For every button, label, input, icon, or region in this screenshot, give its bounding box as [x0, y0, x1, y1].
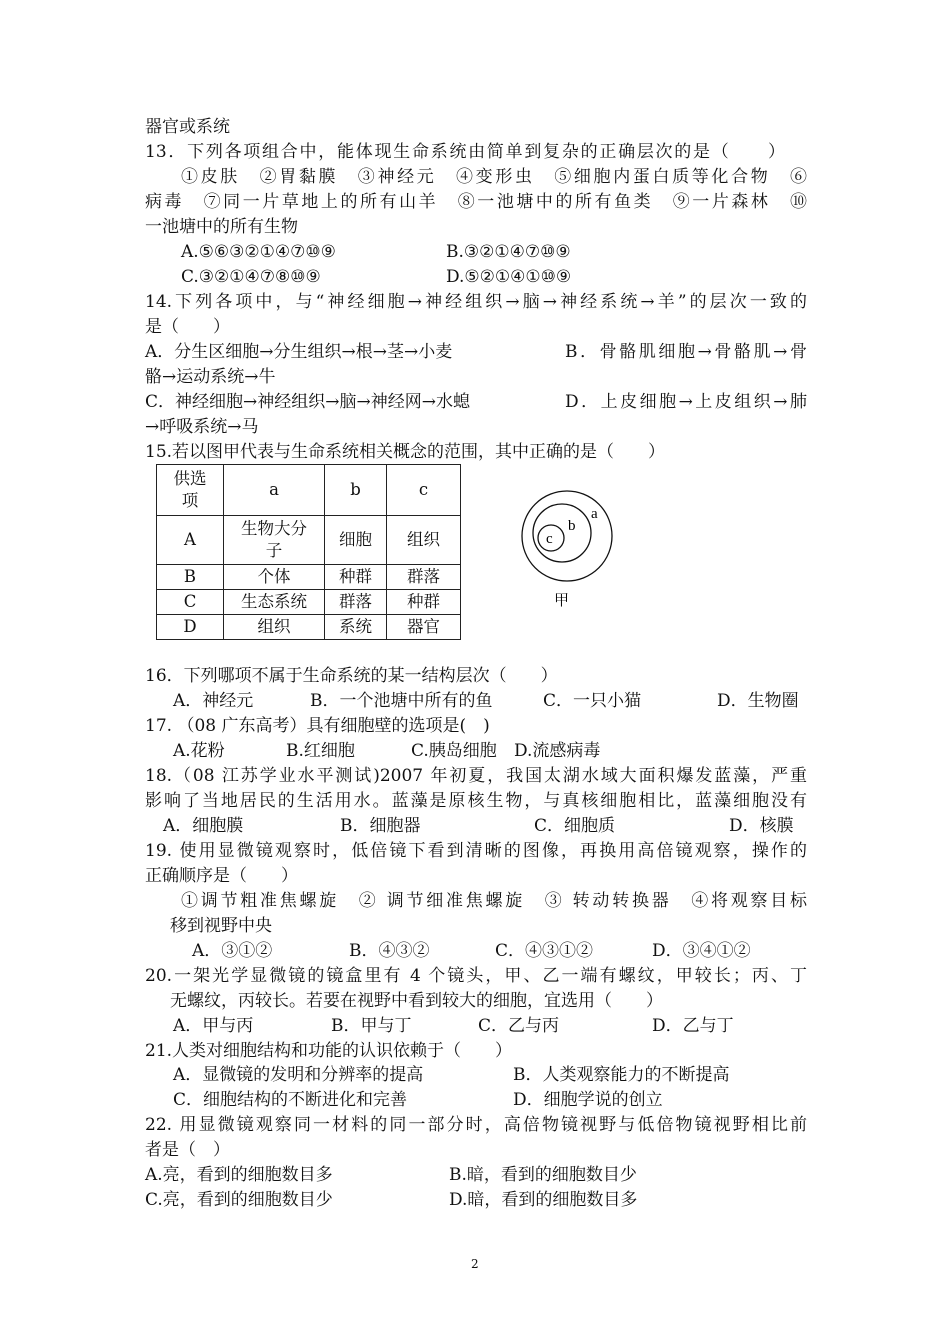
option-d: D．乙与丁: [652, 1016, 734, 1036]
option-b: B．④③②: [349, 941, 430, 961]
option-d: D．细胞学说的创立: [513, 1090, 663, 1110]
option-b: B．甲与丁: [331, 1016, 412, 1036]
option-a: A．分生区细胞→分生组织→根→茎→小麦: [145, 342, 453, 362]
label-b: b: [568, 518, 576, 534]
text-line: 移到视野中央: [170, 916, 272, 936]
table-cell: 种群: [387, 590, 461, 615]
question-16: 16．下列哪项不属于生命系统的某一结构层次（ ）: [145, 666, 558, 686]
page-number: 2: [471, 1257, 479, 1271]
option-a: A．甲与丙: [173, 1016, 254, 1036]
text-line: 正确顺序是（ ）: [145, 866, 298, 886]
option-a: A．细胞膜: [163, 816, 244, 836]
options-table: [156, 464, 461, 640]
text-line: →呼吸系统→马: [145, 417, 259, 437]
text-line: 者是（ ）: [145, 1140, 230, 1160]
table-header-cell: b: [325, 465, 387, 516]
table-cell: 细胞: [325, 516, 387, 565]
figure-caption: 甲: [554, 591, 570, 609]
option-b: B．细胞器: [340, 816, 421, 836]
question-21: 21.人类对细胞结构和功能的认识依赖于（ ）: [145, 1041, 513, 1061]
table-cell: A: [157, 516, 224, 565]
table-cell: 生态系统: [224, 590, 325, 615]
table-cell: 组织: [224, 615, 325, 640]
option-c: C．乙与丙: [478, 1016, 560, 1036]
circle-b: [533, 504, 591, 562]
question-18: 18.（08 江苏学业水平测试)2007 年初夏，我国太湖水域大面积爆发蓝藻，严重: [145, 766, 807, 786]
option-d: D．生物圈: [717, 691, 799, 711]
option-d: D.暗，看到的细胞数目多: [449, 1190, 638, 1210]
table-header-cell: 供选 项: [157, 465, 224, 516]
option-c: C.③②①④⑦⑧⑩⑨: [181, 267, 321, 287]
option-d: D．核膜: [729, 816, 794, 836]
option-c: C．细胞质: [534, 816, 616, 836]
table-cell: 群落: [325, 590, 387, 615]
question-22: 22. 用显微镜观察同一材料的同一部分时，高倍物镜视野与低倍物镜视野相比前: [145, 1115, 807, 1135]
option-c: C．细胞结构的不断进化和完善: [173, 1090, 408, 1110]
table-cell: 生物大分 子: [224, 516, 325, 565]
option-c: C．一只小猫: [543, 691, 642, 711]
table-row: [157, 615, 461, 640]
table-header-cell: c: [387, 465, 461, 516]
option-b: B.③②①④⑦⑩⑨: [446, 242, 571, 262]
option-a: A．显微镜的发明和分辨率的提高: [173, 1065, 424, 1085]
text-line: 无螺纹，丙较长。若要在视野中看到较大的细胞，宜选用（ ）: [170, 991, 663, 1011]
option-c: C．④③①②: [495, 941, 594, 961]
text-line: 骼→运动系统→牛: [145, 367, 276, 387]
label-c: c: [546, 531, 553, 547]
option-b: B.暗，看到的细胞数目少: [449, 1165, 637, 1185]
option-c: C．神经细胞→神经组织→脑→神经网→水螅: [145, 392, 470, 412]
table-cell: D: [157, 615, 224, 640]
text-line: 器官或系统: [145, 117, 230, 137]
option-d: D．③④①②: [652, 941, 751, 961]
option-a: A.花粉: [173, 741, 225, 761]
option-b: B.红细胞: [286, 741, 355, 761]
table-cell: B: [157, 565, 224, 590]
table-cell: 系统: [325, 615, 387, 640]
question-19: 19. 使用显微镜观察时，低倍镜下看到清晰的图像，再换用高倍镜观察，操作的: [145, 841, 807, 861]
text-line: 影响了当地居民的生活用水。蓝藻是原核生物，与真核细胞相比，蓝藻细胞没有: [145, 791, 807, 811]
text-line: 一池塘中的所有生物: [145, 217, 298, 237]
text-line: ①皮肤 ②胃黏膜 ③神经元 ④变形虫 ⑤细胞内蛋白质等化合物 ⑥: [181, 167, 807, 187]
option-d: D.流感病毒: [514, 741, 601, 761]
nested-circles-figure: [515, 488, 625, 613]
option-b: B．骨骼肌细胞→骨骼肌→骨: [565, 342, 807, 362]
table-cell: C: [157, 590, 224, 615]
table-cell: 个体: [224, 565, 325, 590]
text-line: ①调节粗准焦螺旋 ② 调节细准焦螺旋 ③ 转动转换器 ④将观察目标: [181, 891, 807, 911]
option-a: A.亮，看到的细胞数目多: [145, 1165, 333, 1185]
table-row: [157, 565, 461, 590]
table-row: [157, 516, 461, 565]
question-13: 13．下列各项组合中，能体现生命系统由简单到复杂的正确层次的是（ ）: [145, 142, 785, 162]
label-a: a: [591, 506, 598, 522]
option-a: A．③①②: [192, 941, 273, 961]
question-15: 15.若以图甲代表与生命系统相关概念的范围，其中正确的是（ ）: [145, 442, 666, 462]
option-b: B．人类观察能力的不断提高: [513, 1065, 730, 1085]
table-row: [157, 590, 461, 615]
table-header-cell: a: [224, 465, 325, 516]
table-cell: 器官: [387, 615, 461, 640]
table-cell: 群落: [387, 565, 461, 590]
option-c: C.胰岛细胞: [411, 741, 497, 761]
option-d: D.⑤②①④①⑩⑨: [446, 267, 572, 287]
text-line: 病毒 ⑦同一片草地上的所有山羊 ⑧一池塘中的所有鱼类 ⑨一片森林 ⑩: [145, 192, 807, 212]
option-a: A．神经元: [173, 691, 254, 711]
question-20: 20.一架光学显微镜的镜盒里有 4 个镜头，甲、乙一端有螺纹，甲较长；丙、丁: [145, 966, 807, 986]
table-cell: 组织: [387, 516, 461, 565]
table-cell: 种群: [325, 565, 387, 590]
question-17: 17. （08 广东高考）具有细胞壁的选项是( ): [145, 716, 490, 736]
option-c: C.亮，看到的细胞数目少: [145, 1190, 333, 1210]
text-line: 是（ ）: [145, 317, 230, 337]
question-14: 14.下列各项中，与“神经细胞→神经组织→脑→神经系统→羊”的层次一致的: [145, 292, 807, 312]
option-a: A.⑤⑥③②①④⑦⑩⑨: [181, 242, 336, 262]
option-b: B．一个池塘中所有的鱼: [310, 691, 493, 711]
option-d: D．上皮细胞→上皮组织→肺: [565, 392, 807, 412]
